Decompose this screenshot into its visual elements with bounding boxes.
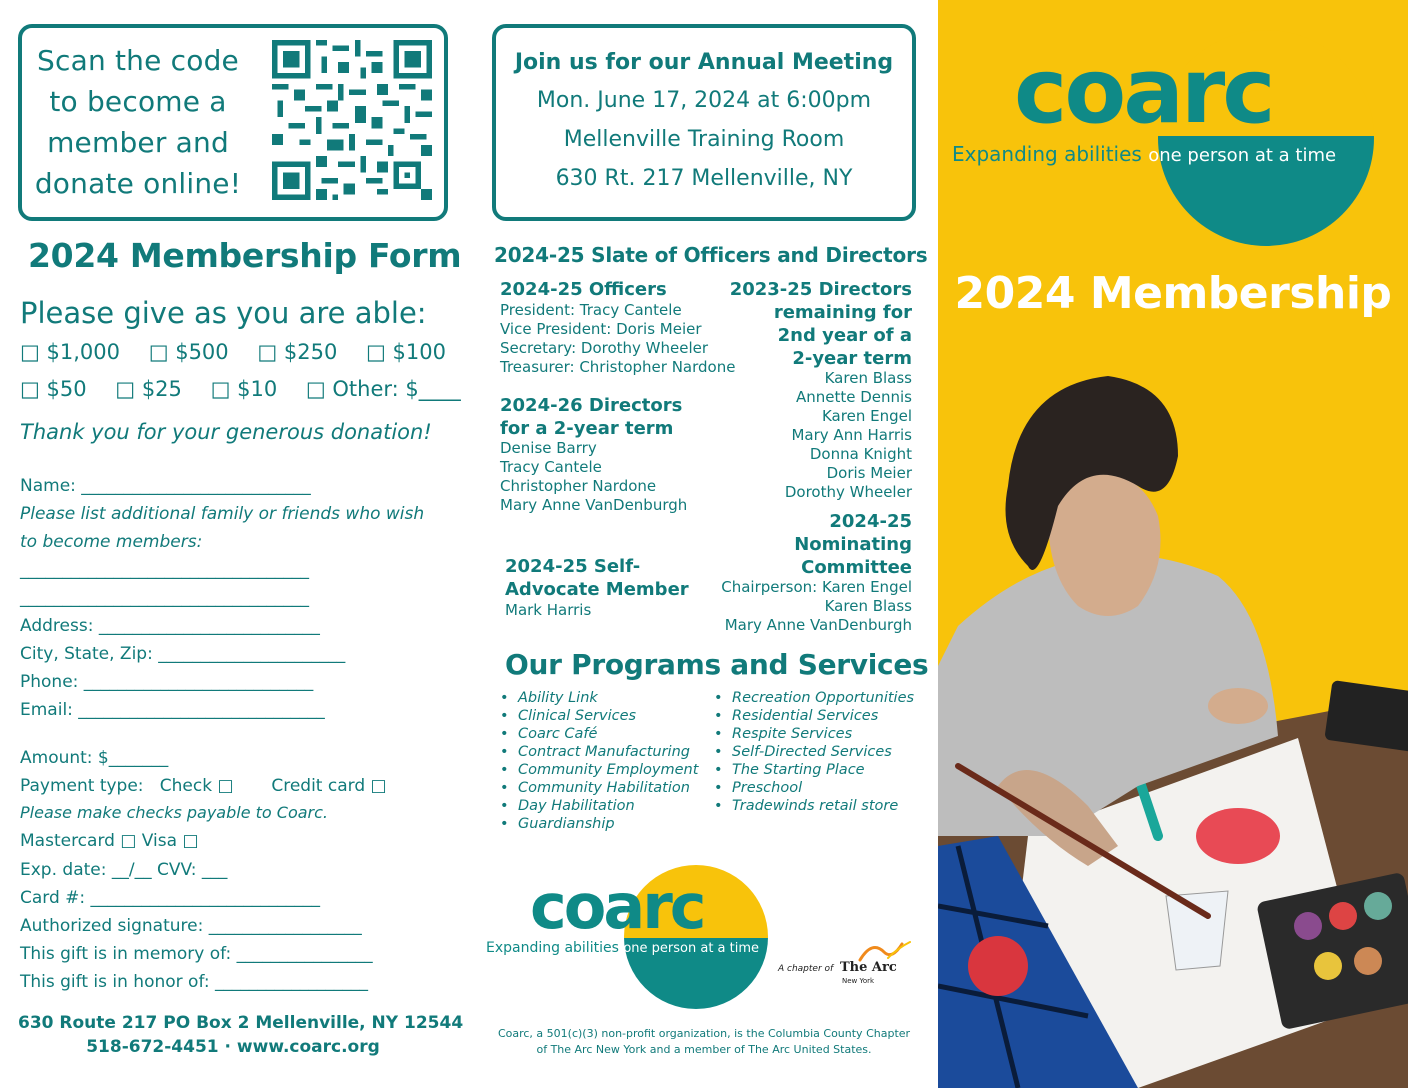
- nonprofit-footer-note: Coarc, a 501(c)(3) non-profit organization, is the Columbia County Chapter of The Arc New York and a member of The Arc United States.: [497, 1027, 911, 1056]
- directors-2yr-heading-line: for a 2-year term: [500, 418, 674, 439]
- phone-field[interactable]: Phone: ___________________________: [20, 672, 314, 692]
- amount-option[interactable]: □ $10: [210, 377, 278, 401]
- officer-entry: Vice President: Doris Meier: [500, 320, 702, 338]
- amount-option[interactable]: □ $100: [366, 340, 446, 364]
- program-item: • Respite Services: [714, 725, 914, 743]
- directors-2yr-heading-line: 2024-26 Directors: [500, 395, 683, 416]
- mailing-address: 630 Route 217 PO Box 2 Mellenville, NY 12544: [18, 1013, 464, 1033]
- programs-title: Our Programs and Services: [505, 648, 929, 681]
- remaining-directors-list: [712, 369, 912, 502]
- the-arc-sub: New York: [842, 977, 875, 985]
- signature-field[interactable]: Authorized signature: __________________: [20, 916, 362, 936]
- card-type-field[interactable]: Mastercard □ Visa □: [20, 831, 199, 851]
- officers-heading: 2024-25 Officers: [500, 279, 667, 300]
- director-entry: Karen Engel: [821, 407, 912, 425]
- director-entry: Dorothy Wheeler: [784, 483, 912, 501]
- self-advocate-heading: [505, 555, 689, 601]
- family-blank-line[interactable]: __________________________________: [20, 560, 309, 580]
- amount-option-other[interactable]: □ Other: $____: [305, 377, 461, 401]
- amount-option[interactable]: □ $1,000: [20, 340, 120, 364]
- logo-word-arc: arc: [603, 870, 704, 943]
- cover-photo: [938, 366, 1408, 1088]
- remaining-heading-line: 2-year term: [792, 348, 912, 369]
- city-state-zip-field[interactable]: City, State, Zip: ______________________: [20, 644, 346, 664]
- membership-form-title: 2024 Membership Form: [28, 236, 462, 275]
- program-item: • Ability Link: [500, 689, 698, 707]
- tagline-right: one person at a time: [1148, 145, 1337, 166]
- give-prompt: Please give as you are able:: [20, 296, 427, 330]
- family-prompt-line-2: to become members:: [20, 532, 203, 552]
- cover-title: 2024 Membership: [954, 268, 1392, 319]
- director-entry: Karen Blass: [824, 369, 912, 387]
- program-item: • Day Habilitation: [500, 797, 698, 815]
- nominating-heading-line: Committee: [801, 557, 912, 578]
- program-item: • Residential Services: [714, 707, 914, 725]
- nominating-entry: Mary Anne VanDenburgh: [724, 616, 912, 634]
- logo-wordmark: [1014, 39, 1273, 144]
- director-entry: Christopher Nardone: [500, 477, 657, 495]
- nominating-entry: Chairperson: Karen Engel: [721, 578, 912, 596]
- logo-tagline: [486, 940, 759, 956]
- program-item: • Contract Manufacturing: [500, 743, 698, 761]
- meeting-title: Join us for our Annual Meeting: [514, 50, 894, 75]
- program-item: • Coarc Café: [500, 725, 698, 743]
- director-entry: Mary Anne VanDenburgh: [500, 496, 688, 514]
- meeting-date: Mon. June 17, 2024 at 6:00pm: [536, 88, 872, 113]
- amount-options-row-2: [20, 377, 483, 401]
- director-entry: Donna Knight: [809, 445, 912, 463]
- director-entry: Annette Dennis: [795, 388, 912, 406]
- email-field[interactable]: Email: _____________________________: [20, 700, 325, 720]
- directors-2yr-heading: [500, 394, 682, 440]
- remaining-heading-line: 2023-25 Directors: [729, 279, 912, 300]
- coarc-logo-large: [948, 28, 1388, 248]
- tagline-right: one person at a time: [623, 941, 760, 956]
- nominating-heading: [712, 510, 912, 579]
- program-item-continued: [714, 779, 914, 797]
- logo-word-co: co: [530, 870, 604, 943]
- chapter-text: A chapter of: [778, 964, 834, 974]
- meeting-address: 630 Rt. 217 Mellenville, NY: [555, 166, 853, 191]
- memory-field[interactable]: This gift is in memory of: ________________: [20, 944, 373, 964]
- meeting-location: Mellenville Training Room: [563, 127, 845, 152]
- program-item: • Self-Directed Services: [714, 743, 914, 761]
- program-item: • Guardianship: [500, 815, 698, 833]
- nominating-heading-line: 2024-25: [829, 511, 912, 532]
- thanks-text: Thank you for your generous donation!: [20, 420, 432, 444]
- amount-option[interactable]: □ $250: [257, 340, 338, 364]
- remaining-directors-heading: [712, 278, 912, 370]
- honor-field[interactable]: This gift is in honor of: __________________: [20, 972, 368, 992]
- program-item: • The Starting Place: [714, 761, 914, 779]
- officer-entry: President: Tracy Cantele: [500, 301, 682, 319]
- nominating-heading-line: Nominating: [794, 534, 912, 555]
- logo-wordmark: [530, 872, 704, 942]
- directors-2yr-list: [500, 439, 687, 515]
- programs-list-col-2: [714, 689, 914, 815]
- director-entry: Denise Barry: [500, 439, 597, 457]
- amount-option[interactable]: □ $50: [20, 377, 87, 401]
- amount-option[interactable]: □ $25: [115, 377, 182, 401]
- programs-list-col-1: [500, 689, 698, 833]
- officers-list: [500, 301, 735, 377]
- logo-word-co: co: [1014, 39, 1124, 144]
- card-number-field[interactable]: Card #: ___________________________: [20, 888, 321, 908]
- qr-callout-text: Scan the code to become a member and donate online!: [34, 44, 242, 200]
- director-entry: Doris Meier: [826, 464, 912, 482]
- payment-type-field[interactable]: Payment type: Check □ Credit card □: [20, 776, 387, 796]
- program-item: • Tradewinds retail store: [714, 797, 914, 815]
- contact-line[interactable]: 518-672-4451 · www.coarc.org: [86, 1037, 380, 1057]
- director-entry: Tracy Cantele: [500, 458, 602, 476]
- family-prompt-line-1: Please list additional family or friends who wish: [20, 504, 425, 524]
- program-item-continuation: Preschool: [732, 780, 803, 796]
- family-blank-line[interactable]: __________________________________: [20, 588, 309, 608]
- tagline-left: Expanding abilities: [952, 142, 1142, 166]
- self-advocate-heading-line: 2024-25 Self-: [505, 556, 641, 577]
- self-advocate-name: Mark Harris: [505, 601, 592, 619]
- program-item: • Community Habilitation: [500, 779, 698, 797]
- name-field[interactable]: Name: ___________________________: [20, 476, 311, 496]
- amount-option[interactable]: □ $500: [148, 340, 229, 364]
- officer-entry: Secretary: Dorothy Wheeler: [500, 339, 709, 357]
- program-item: • Community Employment: [500, 761, 698, 779]
- nominating-list: [700, 578, 912, 635]
- self-advocate-heading-line: Advocate Member: [505, 579, 689, 600]
- remaining-heading-line: 2nd year of a: [777, 325, 912, 346]
- logo-tagline: [952, 142, 1336, 166]
- checks-note: Please make checks payable to Coarc.: [20, 803, 328, 822]
- coarc-logo-small: [486, 862, 776, 1012]
- the-arc-name: The Arc: [840, 960, 897, 975]
- amount-options-row-1: [20, 340, 468, 364]
- remaining-heading-line: remaining for: [773, 302, 912, 323]
- program-item: • Recreation Opportunities: [714, 689, 914, 707]
- logo-word-arc: arc: [1123, 39, 1273, 144]
- amount-field[interactable]: Amount: $_______: [20, 748, 169, 768]
- address-field[interactable]: Address: __________________________: [20, 616, 320, 636]
- slate-title: 2024-25 Slate of Officers and Directors: [494, 243, 928, 267]
- director-entry: Mary Ann Harris: [791, 426, 912, 444]
- officer-entry: Treasurer: Christopher Nardone: [500, 358, 736, 376]
- qr-code-icon[interactable]: [272, 40, 432, 200]
- tagline-left: Expanding abilities: [486, 940, 619, 956]
- nominating-entry: Karen Blass: [824, 597, 912, 615]
- program-item: • Clinical Services: [500, 707, 698, 725]
- exp-cvv-field[interactable]: Exp. date: __/__ CVV: ___: [20, 860, 228, 880]
